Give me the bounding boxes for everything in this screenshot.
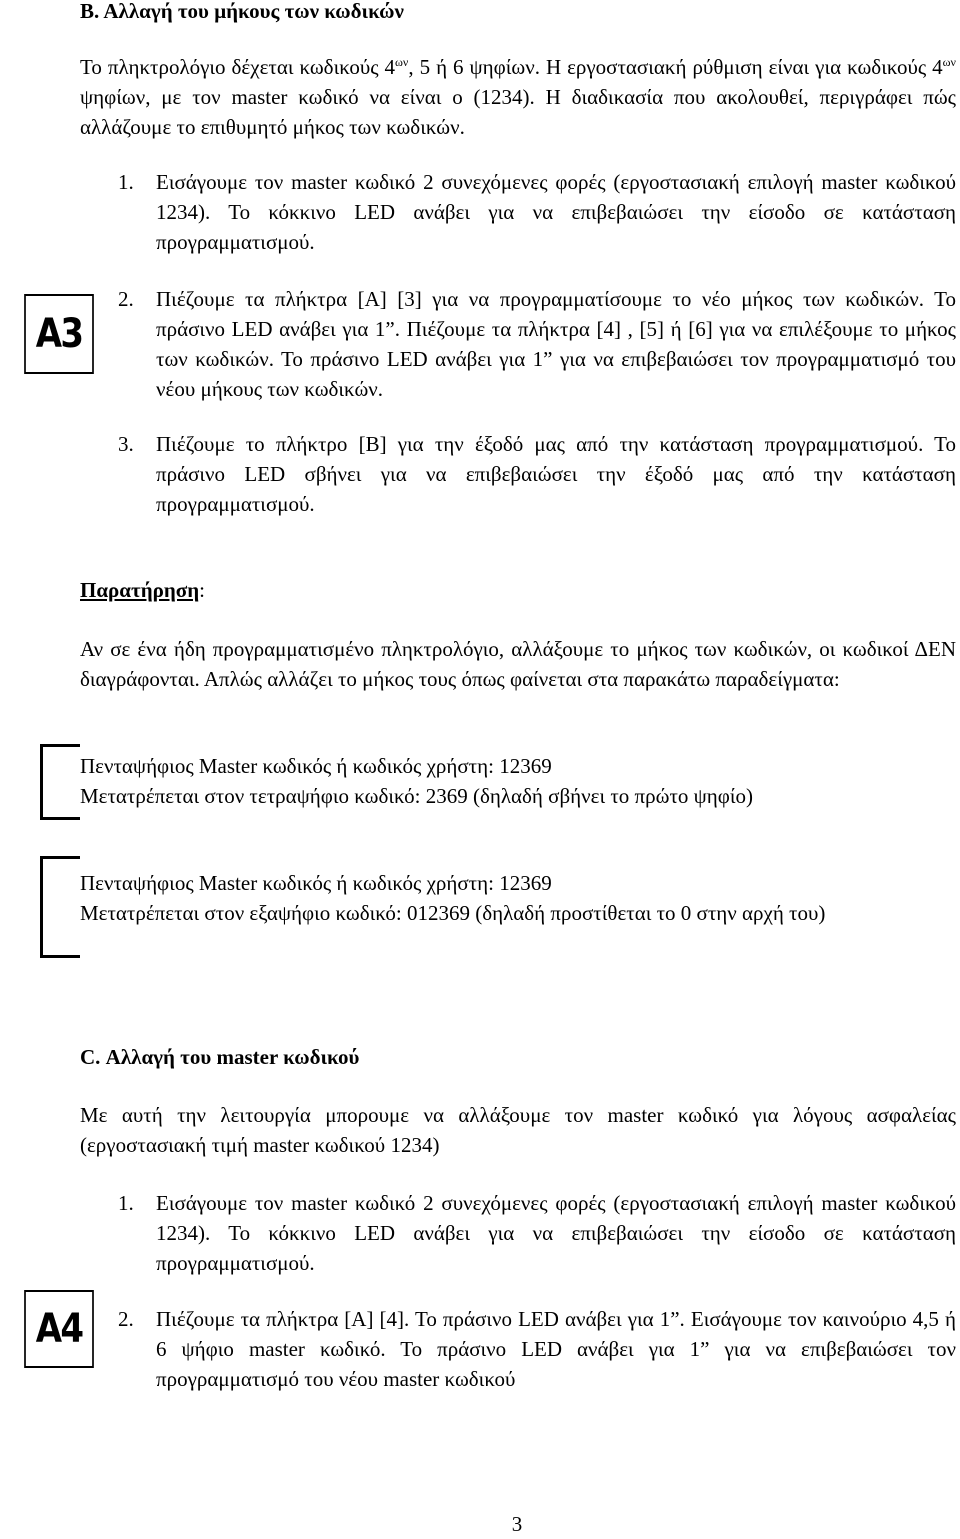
example-2-line-1: Πενταψήφιος Master κωδικός ή κωδικός χρήστη: 12369 <box>80 871 552 895</box>
section-c-intro: Με αυτή την λειτουργία μπορουμε να αλλάξουμε τον master κωδικό για λόγους ασφαλείας (εργοστασιακή τιμή master κωδικού 1234) <box>80 1103 956 1157</box>
section-c-step-2 <box>118 1304 956 1394</box>
a3-label-box: A3 <box>24 294 94 374</box>
step-number: 2. <box>118 1307 134 1331</box>
step-number: 3. <box>118 432 134 456</box>
step-text: Πιέζουμε το πλήκτρο [B] για την έξοδό μας από την κατάσταση προγραμματισμού. Το πράσινο LED σβήνει για να επιβεβαιώσει την έξοδό μας από την κατάσταση προγραμματισμού. <box>156 432 956 516</box>
a4-label-box: A4 <box>24 1290 94 1368</box>
step-text: Πιέζουμε τα πλήκτρα [A] [4]. Το πράσινο LED ανάβει για 1”. Εισάγουμε τον καινούριο 4,5 ή 6 ψήφιο master κωδικό. Το πράσινο LED ανάβει για 1” για να επιβεβαιώσει τον προγραμματισμό του νέου master κωδικού <box>156 1307 956 1391</box>
section-c-step-1 <box>118 1188 956 1278</box>
example-2 <box>80 868 956 928</box>
step-text: Εισάγουμε τον master κωδικό 2 συνεχόμενες φορές (εργοστασιακή επιλογή master κωδικού 1234). Το κόκκινο LED ανάβει για να επιβεβαιώσει την είσοδο σε κατάσταση προγραμματισμού. <box>156 170 956 254</box>
section-b-intro: Το πληκτρολόγιο δέχεται κωδικούς $4^{\omega\nu}$, 5 ή 6 ψηφίων. Η εργοστασιακή ρύθμιση είναι για κωδικούς $4^{\omega\nu}$ ψηφίων, με τον master κωδικό να είναι ο (1234). Η διαδικασία που ακολουθεί, περιγράφει πώς αλλάζουμε το επιθυμητό μήκος των κωδικών. <box>80 55 956 139</box>
step-number: 1. <box>118 170 134 194</box>
section-c-title: C. Αλλαγή του master κωδικού <box>80 1045 360 1069</box>
example-1 <box>80 751 956 811</box>
section-b-step-1 <box>118 167 956 257</box>
section-b-title: Β. Αλλαγή του μήκους των κωδικών <box>80 0 404 23</box>
note-text: Αν σε ένα ήδη προγραμματισμένο πληκτρολόγιο, αλλάξουμε το μήκος των κωδικών, οι κωδικοί ΔΕΝ διαγράφονται. Απλώς αλλάζει το μήκος τους όπως φαίνεται στα παρακάτω παραδείγματα: <box>80 637 956 691</box>
note-title: Παρατήρηση: <box>80 578 205 602</box>
section-b-step-3 <box>118 429 956 519</box>
example-1-line-1: Πενταψήφιος Master κωδικός ή κωδικός χρήστη: 12369 <box>80 754 552 778</box>
section-b-step-2 <box>118 284 956 404</box>
page-number: 3 <box>511 1512 523 1536</box>
step-text: Πιέζουμε τα πλήκτρα [A] [3] για να προγραμματίσουμε το νέο μήκος των κωδικών. Το πράσινο LED ανάβει για 1”. Πιέζουμε τα πλήκτρα [4] , [5] ή [6] για να επιλέξουμε το μήκος των κωδικών. Το πράσινο LED ανάβει για 1” για να επιβεβαιώσει τον προγραμματισμό του νέου μήκους των κωδικών. <box>156 287 956 401</box>
example-1-bracket <box>40 744 80 820</box>
step-number: 2. <box>118 287 134 311</box>
example-1-line-2: Μετατρέπεται στον τετραψήφιο κωδικό: 2369 (δηλαδή σβήνει το πρώτο ψηφίο) <box>80 784 754 808</box>
step-number: 1. <box>118 1191 134 1215</box>
example-2-line-2: Μετατρέπεται στον εξαψήφιο κωδικό: 012369 (δηλαδή προστίθεται το 0 στην αρχή του) <box>80 901 826 925</box>
step-text: Εισάγουμε τον master κωδικό 2 συνεχόμενες φορές (εργοστασιακή επιλογή master κωδικού 1234). Το κόκκινο LED ανάβει για να επιβεβαιώσει την είσοδο σε κατάσταση προγραμματισμού. <box>156 1191 956 1275</box>
example-2-bracket <box>40 856 80 958</box>
